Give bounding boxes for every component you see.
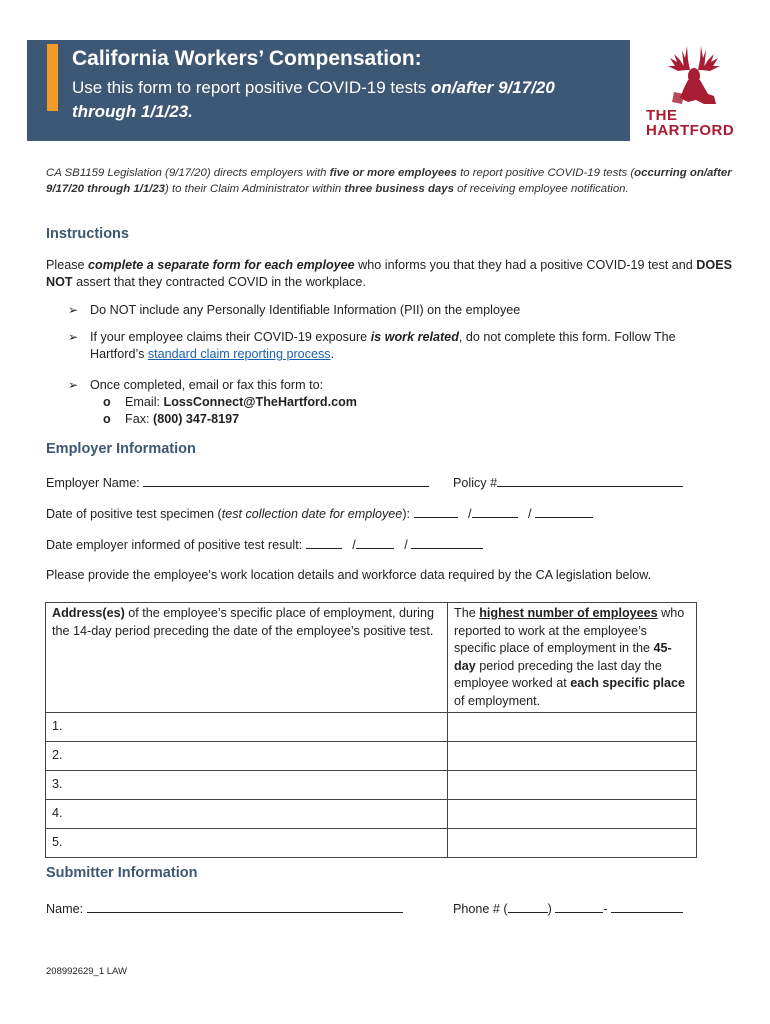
table-row bbox=[46, 800, 697, 829]
table-row bbox=[46, 713, 697, 742]
submitter-name-field[interactable]: Name: bbox=[46, 900, 403, 916]
employee-count-cell[interactable] bbox=[448, 800, 697, 829]
phone-field[interactable]: Phone # ( ) - bbox=[453, 900, 683, 916]
fax-number: (800) 347-8197 bbox=[153, 412, 240, 426]
table-row bbox=[46, 771, 697, 800]
policy-number-field[interactable]: Policy # bbox=[453, 474, 683, 490]
address-cell[interactable]: 5. bbox=[46, 829, 448, 858]
employee-count-column-header: The highest number of employees who reported to work at the employee’s specific place of employment in the 45-day period preceding the last day the employee worked at each specific place of employment. bbox=[448, 603, 697, 713]
accent-bar bbox=[47, 44, 58, 111]
claim-process-link[interactable]: standard claim reporting process bbox=[147, 347, 331, 361]
submitter-heading: Submitter Information bbox=[46, 865, 198, 881]
email-address[interactable]: LossConnect@TheHartford.com bbox=[163, 395, 358, 409]
address-cell[interactable]: 4. bbox=[46, 800, 448, 829]
table-row bbox=[46, 829, 697, 858]
work-location-table bbox=[45, 602, 697, 858]
employer-heading: Employer Information bbox=[46, 441, 196, 457]
address-cell[interactable]: 2. bbox=[46, 742, 448, 771]
form-code: 208992629_1 LAW bbox=[46, 966, 127, 977]
provide-details-text: Please provide the employee's work location details and workforce data required by the CA legislation below. bbox=[46, 568, 652, 582]
arrow-icon: ➢ bbox=[68, 303, 79, 317]
form-title: California Workers’ Compensation: bbox=[72, 47, 422, 70]
employee-count-cell[interactable] bbox=[448, 771, 697, 800]
address-cell[interactable]: 1. bbox=[46, 713, 448, 742]
arrow-icon: ➢ bbox=[68, 330, 79, 344]
header-banner bbox=[27, 40, 630, 141]
employee-count-cell[interactable] bbox=[448, 713, 697, 742]
legislation-note: CA SB1159 Legislation (9/17/20) directs employers with five or more employees to report positive COVID-19 tests (occurring on/after 9/17/20 through 1/1/23) to their Claim Administrator within three business days of receiving employee notification. bbox=[46, 167, 732, 195]
address-cell[interactable]: 3. bbox=[46, 771, 448, 800]
form-subtitle: Use this form to report positive COVID-19 tests on/after 9/17/20 through 1/1/23. bbox=[72, 78, 555, 121]
employee-count-cell[interactable] bbox=[448, 742, 697, 771]
employer-name-field[interactable]: Employer Name: bbox=[46, 474, 429, 490]
arrow-icon: ➢ bbox=[68, 378, 79, 392]
instructions-heading: Instructions bbox=[46, 226, 129, 242]
employee-count-cell[interactable] bbox=[448, 829, 697, 858]
table-row bbox=[46, 742, 697, 771]
address-column-header: Address(es) of the employee’s specific place of employment, during the 14-day period preceding the date of the employee’s positive test. bbox=[46, 603, 448, 713]
informed-date-field[interactable]: Date employer informed of positive test result: / / bbox=[46, 536, 483, 552]
test-date-field[interactable]: Date of positive test specimen (test collection date for employee): / / bbox=[46, 505, 593, 521]
company-logo-text: THE HARTFORD bbox=[646, 107, 735, 139]
instructions-paragraph: Please complete a separate form for each employee who informs you that they had a positive COVID-19 test and DOES NOT assert that they contracted COVID in the workplace. bbox=[46, 258, 732, 289]
table-header-row bbox=[46, 603, 697, 713]
